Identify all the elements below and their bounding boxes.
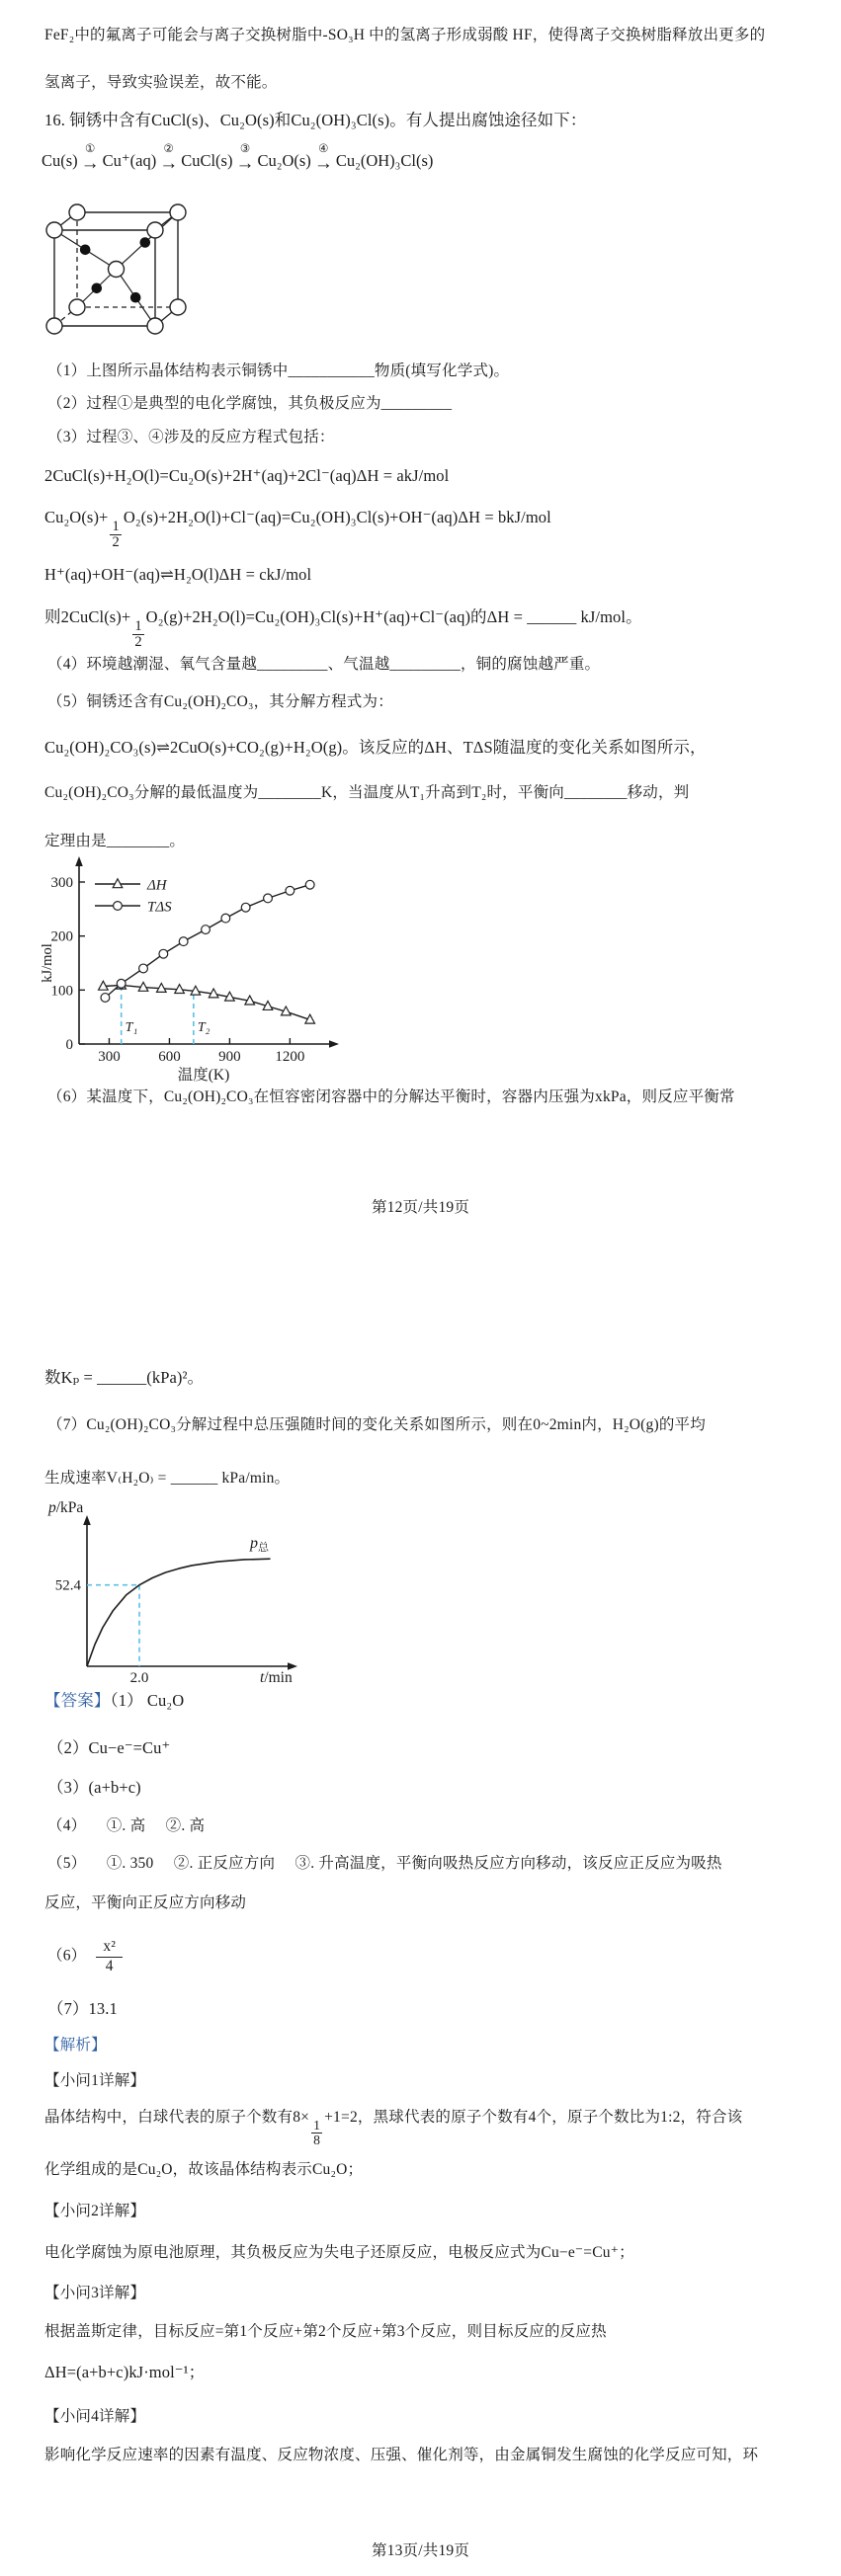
circle-marker xyxy=(139,964,148,973)
circle-marker xyxy=(264,894,273,903)
answer-5: （5） ①. 350 ②. 正反应方向 ③. 升高温度，平衡向吸热反应方向移动，该反应正反应为吸热 xyxy=(47,1855,722,1872)
answer-3: （3）(a+b+c) xyxy=(47,1778,141,1797)
circle-marker xyxy=(305,880,314,889)
x-tick-label: 600 xyxy=(158,1049,181,1065)
one-eighth-fraction: $\frac{1}{8}$ xyxy=(313,2117,321,2147)
y-tick-label: 300 xyxy=(50,875,73,891)
step-number-2: ② xyxy=(163,143,174,155)
detail-4-text: 影响化学反应速率的因素有温度、反应物浓度、压强、催化剂等，由金属铜发生腐蚀的化学反应可知，环 xyxy=(44,2447,759,2463)
x-tick-label: 1200 xyxy=(275,1049,305,1065)
detail-4-header: 【小问4详解】 xyxy=(44,2408,146,2425)
y-tick-label: 0 xyxy=(65,1037,73,1053)
page-13-footer: 第13页/共19页 xyxy=(371,2542,470,2559)
y-tick-label: 100 xyxy=(50,983,73,1000)
detail-1-post: +1=2，黑球代表的原子个数有4个，原子个数比为1:2，符合该 xyxy=(324,2109,743,2126)
question-7-line-2: 生成速率V₍H₂O₎ = ______ kPa/min。 xyxy=(44,1470,291,1487)
temperature-marker-label: T₁ xyxy=(125,1020,138,1035)
detail-1-line-1 xyxy=(44,2107,807,2147)
circle-marker xyxy=(114,902,123,911)
equation-3: H⁺(aq)+OH⁻(aq)⇌H₂O(l)ΔH = ckJ/mol xyxy=(44,565,312,584)
answer-4: （4） ①. 高 ②. 高 xyxy=(47,1817,206,1834)
pressure-value-label: 52.4 xyxy=(54,1577,81,1594)
time-value-label: 2.0 xyxy=(129,1670,149,1686)
question-1: （1）上图所示晶体结构表示铜锈中___________物质(填写化学式)。 xyxy=(47,362,510,379)
pathway-step: CuCl(s) xyxy=(181,150,233,170)
x-axis-arrow xyxy=(329,1040,339,1048)
question-6: （6）某温度下，Cu₂(OH)₂CO₃在恒容密闭容器中的分解达平衡时，容器内压强为xkPa，则反应平衡常 xyxy=(47,1088,735,1105)
crystal-structure-figure xyxy=(40,201,212,349)
answer-5-continued: 反应，平衡向正反应方向移动 xyxy=(44,1894,247,1911)
equation-4-pre: 则2CuCl(s)+ xyxy=(44,607,131,626)
answer-line-1 xyxy=(44,1689,807,1713)
pressure-chart xyxy=(25,1496,311,1684)
answer-6-label: （6） xyxy=(47,1947,87,1965)
step-number-3: ③ xyxy=(239,143,251,155)
circle-marker xyxy=(202,926,210,934)
question-4: （4）环境越潮湿、氧气含量越_________、气温越_________，铜的腐蚀越严重。 xyxy=(47,656,601,673)
pathway-step: Cu(s) xyxy=(42,150,78,170)
intro-line-1: FeF₂中的氟离子可能会与离子交换树脂中-SO₃H 中的氢离子形成弱酸 HF，使得离子交换树脂释放出更多的 xyxy=(44,27,766,43)
curve-label: p总 xyxy=(250,1535,269,1554)
page-12-footer: 第12页/共19页 xyxy=(371,1199,470,1216)
detail-2-header: 【小问2详解】 xyxy=(44,2203,146,2219)
analysis-header: 【解析】 xyxy=(44,2037,107,2053)
x-squared-over-4-fraction: $\frac{\text{x²}}{4}$ xyxy=(96,1938,123,1975)
y-tick-label: 200 xyxy=(50,928,73,945)
series-line xyxy=(103,985,309,1019)
x-tick-label: 900 xyxy=(218,1049,241,1065)
answer-7: （7）13.1 xyxy=(47,1999,118,2018)
one-half-fraction: $\frac{1}{2}$ xyxy=(134,617,142,651)
pathway-arrow xyxy=(159,143,179,174)
pathway-arrow xyxy=(80,143,100,174)
detail-1-header: 【小问1详解】 xyxy=(44,2072,146,2089)
series-line xyxy=(105,885,309,998)
detail-3-line-1: 根据盖斯定律，目标反应=第1个反应+第2个反应+第3个反应，则目标反应的反应热 xyxy=(44,2323,607,2340)
circle-marker xyxy=(241,903,250,912)
question-16-intro: 16. 铜锈中含有CuCl(s)、Cu₂O(s)和Cu₂(OH)₃Cl(s)。有人提出腐蚀途径如下： xyxy=(44,111,587,129)
circle-marker xyxy=(221,914,230,923)
triangle-marker xyxy=(113,879,123,888)
answer-1: （1） Cu₂O xyxy=(110,1691,185,1710)
equation-2-pre: Cu₂O(s)+ xyxy=(44,508,109,526)
pathway-step: Cu₂O(s) xyxy=(257,150,311,170)
arrow-icon: → xyxy=(159,152,179,174)
equation-4-post: O₂(g)+2H₂O(l)=Cu₂(OH)₃Cl(s)+H⁺(aq)+Cl⁻(aq)的ΔH = ______ kJ/mol。 xyxy=(145,607,642,626)
pathway-step: Cu₂(OH)₃Cl(s) xyxy=(335,150,434,170)
x-tick-label: 300 xyxy=(98,1049,121,1065)
equation-1: 2CuCl(s)+H₂O(l)=Cu₂O(s)+2H⁺(aq)+2Cl⁻(aq)ΔH = akJ/mol xyxy=(44,466,450,485)
arrow-icon: → xyxy=(235,152,255,174)
detail-3-header: 【小问3详解】 xyxy=(44,2285,146,2301)
intro-line-2: 氢离子，导致实验误差，故不能。 xyxy=(44,74,278,91)
pressure-curve xyxy=(87,1559,271,1666)
y-axis-label: p/kPa xyxy=(48,1499,84,1516)
detail-1-pre: 晶体结构中，白球代表的原子个数有8× xyxy=(44,2109,310,2126)
circle-marker xyxy=(101,994,110,1003)
detail-2-text: 电化学腐蚀为原电池原理，其负极反应为失电子还原反应，电极反应式为Cu−e⁻=Cu⁺； xyxy=(44,2244,634,2261)
y-axis-label: kJ/mol xyxy=(40,943,55,983)
question-5-reason-line: 定理由是________。 xyxy=(44,833,186,849)
arrow-icon: → xyxy=(80,152,100,174)
x-axis-label: t/min xyxy=(260,1669,293,1686)
legend-label: ΔH xyxy=(147,877,167,894)
question-5-intro: （5）铜锈还含有Cu₂(OH)₂CO₃，其分解方程式为： xyxy=(47,693,393,710)
x-axis-label: 温度(K) xyxy=(177,1067,230,1084)
question-2: （2）过程①是典型的电化学腐蚀，其负极反应为_________ xyxy=(47,395,453,412)
y-axis-arrow xyxy=(83,1515,91,1525)
circle-marker xyxy=(117,979,126,988)
pathway-arrow xyxy=(313,143,333,174)
arrow-icon: → xyxy=(313,152,333,174)
question-5-blank-line: Cu₂(OH)₂CO₃分解的最低温度为________K，当温度从T₁升高到T₂时，平衡向________移动，判 xyxy=(44,784,690,801)
detail-1-line-2: 化学组成的是Cu₂O，故该晶体结构表示Cu₂O； xyxy=(44,2161,364,2178)
one-half-fraction: $\frac{1}{2}$ xyxy=(112,518,120,551)
thermo-chart xyxy=(38,851,344,1084)
answer-2: （2）Cu−e⁻=Cu⁺ xyxy=(47,1738,171,1757)
equation-2 xyxy=(44,506,807,550)
y-axis-arrow xyxy=(75,856,83,866)
answer-6 xyxy=(47,1938,810,1975)
pathway-arrow xyxy=(235,143,255,174)
detail-3-equation: ΔH=(a+b+c)kJ·mol⁻¹； xyxy=(44,2363,206,2381)
circle-marker xyxy=(286,886,294,895)
equation-2-post: O₂(s)+2H₂O(l)+Cl⁻(aq)=Cu₂(OH)₃Cl(s)+OH⁻(aq)ΔH = bkJ/mol xyxy=(123,508,551,526)
step-number-1: ① xyxy=(85,143,96,155)
question-3: （3）过程③、④涉及的反应方程式包括： xyxy=(47,429,335,445)
temperature-marker-label: T₂ xyxy=(197,1020,210,1035)
corrosion-pathway xyxy=(42,143,434,174)
circle-marker xyxy=(179,937,188,946)
question-7-line-1: （7）Cu₂(OH)₂CO₃分解过程中总压强随时间的变化关系如图所示，则在0~2min内，H₂O(g)的平均 xyxy=(47,1416,706,1433)
question-5-equation: Cu₂(OH)₂CO₃(s)⇌2CuO(s)+CO₂(g)+H₂O(g)。该反应的ΔH、TΔS随温度的变化关系如图所示， xyxy=(44,738,707,757)
equation-4 xyxy=(44,605,807,650)
kp-line: 数Kₚ = ______(kPa)²。 xyxy=(44,1368,205,1387)
pathway-step: Cu⁺(aq) xyxy=(102,150,157,170)
legend-label: TΔS xyxy=(147,899,172,916)
step-number-4: ④ xyxy=(318,143,329,155)
answer-header: 【答案】 xyxy=(44,1691,111,1710)
circle-marker xyxy=(159,949,168,958)
